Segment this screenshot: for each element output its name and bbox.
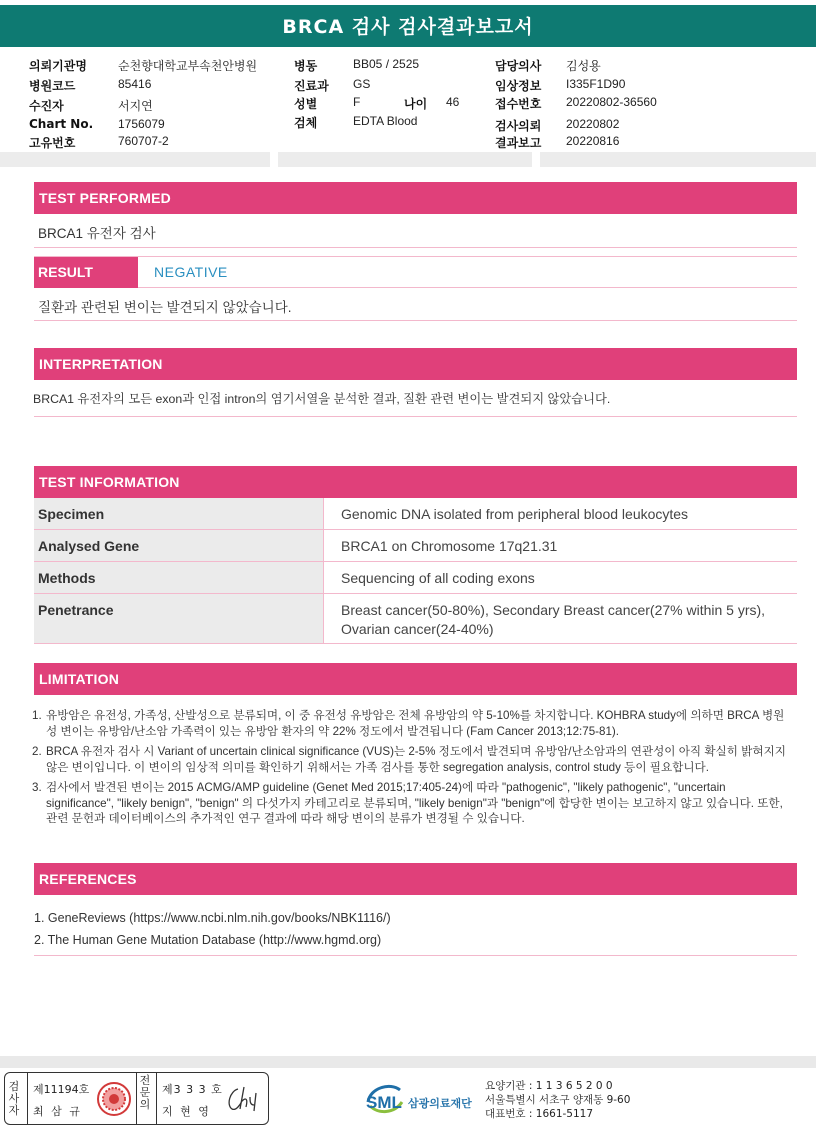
reference-item: 2. The Human Gene Mutation Database (http://www.hgmd.org) bbox=[34, 933, 382, 947]
references-heading: REFERENCES bbox=[34, 863, 797, 895]
specialist-name: 지 현 영 bbox=[162, 1105, 211, 1118]
header-label: Chart No. bbox=[29, 117, 94, 131]
info-key: Penetrance bbox=[34, 594, 323, 643]
org-code: 요양기관 : 1 1 3 6 5 2 0 0 bbox=[485, 1080, 613, 1092]
info-value: BRCA1 on Chromosome 17q21.31 bbox=[323, 530, 797, 561]
result-text: 질환과 관련된 변이는 발견되지 않았습니다. bbox=[38, 300, 292, 315]
list-item bbox=[32, 708, 794, 739]
header-label: 고유번호 bbox=[29, 136, 76, 150]
patient-header bbox=[0, 55, 816, 151]
info-value: Sequencing of all coding exons bbox=[323, 562, 797, 593]
header-label: 결과보고 bbox=[495, 136, 542, 150]
sml-logo-icon bbox=[364, 1078, 484, 1120]
header-label: 접수번호 bbox=[495, 97, 542, 111]
header-label: 담당의사 bbox=[495, 59, 542, 73]
report-title: BRCA 검사 검사결과보고서 bbox=[0, 5, 816, 47]
org-name: 삼광의료재단 bbox=[408, 1097, 472, 1110]
interpretation-text: BRCA1 유전자의 모든 exon과 인접 intron의 염기서열을 분석한 결과, 질환 관련 변이는 발견되지 않았습니다. bbox=[33, 392, 611, 406]
header-label: 나이 bbox=[404, 97, 428, 111]
header-value: I335F1D90 bbox=[566, 77, 626, 91]
divider bbox=[34, 320, 797, 321]
item-text: BRCA 유전자 검사 시 Variant of uncertain clinical significance (VUS)는 2-5% 정도에서 발견되며 유방암/난소암과의 연관성이 아직 확실히 밝혀지지 않은 변이입니다. 이 변이의 임상적 의미를 확인하기 위해서는 가족 검사를 통한 segregation analysis, control study 등이 필요합니다. bbox=[46, 745, 786, 774]
header-value: 20220816 bbox=[566, 134, 620, 148]
references-list bbox=[34, 907, 796, 951]
header-label: 병원코드 bbox=[29, 79, 76, 93]
org-phone: 대표번호 : 1661-5117 bbox=[485, 1108, 594, 1120]
test-performed-heading: TEST PERFORMED bbox=[34, 182, 797, 214]
header-label: 진료과 bbox=[294, 79, 329, 93]
info-key: Specimen bbox=[34, 498, 323, 529]
header-value: F bbox=[353, 95, 361, 109]
seal-stamp-icon bbox=[96, 1081, 132, 1117]
info-key: Methods bbox=[34, 562, 323, 593]
list-item bbox=[32, 780, 794, 827]
examiner-label: 검사자 bbox=[8, 1080, 20, 1117]
header-label: 성별 bbox=[294, 97, 318, 111]
specialist-license: 제3 3 3 호 bbox=[162, 1083, 223, 1096]
table-row bbox=[34, 562, 797, 594]
header-label: 수진자 bbox=[29, 99, 64, 113]
signature-box bbox=[4, 1072, 269, 1125]
header-value: 20220802-36560 bbox=[566, 95, 657, 109]
header-value: 김성용 bbox=[566, 59, 601, 73]
info-value: Genomic DNA isolated from peripheral blood leukocytes bbox=[323, 498, 797, 529]
footer-divider bbox=[0, 1056, 816, 1068]
item-number: 1. bbox=[32, 709, 42, 722]
header-value: 46 bbox=[446, 95, 460, 109]
examiner-license: 제11194호 bbox=[33, 1083, 90, 1096]
header-value: 760707-2 bbox=[118, 134, 169, 148]
header-divider bbox=[0, 152, 816, 167]
divider bbox=[34, 955, 797, 956]
result-label: RESULT bbox=[34, 257, 138, 288]
header-value: 순천향대학교부속천안병원 bbox=[118, 59, 258, 73]
header-value: EDTA Blood bbox=[353, 114, 418, 128]
limitation-list bbox=[32, 708, 794, 832]
organization-info bbox=[485, 1079, 630, 1121]
item-number: 3. bbox=[32, 781, 42, 794]
header-value: 서지연 bbox=[118, 99, 153, 113]
item-text: 유방암은 유전성, 가족성, 산발성으로 분류되며, 이 중 유전성 유방암은 전체 유방암의 약 5-10%를 차지합니다. KOHBRA study에 의하면 BRCA 병원성 변이는 유방암/난소암 가족력이 있는 유방암 환자의 약 22% 정도에서 발견됩니다 (Fam Cancer 2013;12:75-81). bbox=[46, 709, 785, 738]
header-label: 병동 bbox=[294, 59, 318, 73]
signature-icon bbox=[224, 1083, 264, 1115]
info-value: Breast cancer(50-80%), Secondary Breast cancer(27% within 5 yrs), Ovarian cancer(24-40%) bbox=[323, 594, 797, 643]
table-row bbox=[34, 530, 797, 562]
logo-text: SML bbox=[366, 1093, 402, 1112]
examiner-name: 최 삼 규 bbox=[33, 1105, 82, 1118]
divider bbox=[34, 247, 797, 248]
header-label: 검체 bbox=[294, 116, 318, 130]
org-address: 서울특별시 서초구 양재동 9-60 bbox=[485, 1094, 631, 1106]
specialist-label: 전문의 bbox=[139, 1074, 151, 1111]
table-row bbox=[34, 498, 797, 530]
header-label: 의뢰기관명 bbox=[29, 59, 87, 73]
test-information-table bbox=[34, 498, 797, 644]
test-information-heading: TEST INFORMATION bbox=[34, 466, 797, 498]
interpretation-heading: INTERPRETATION bbox=[34, 348, 797, 380]
limitation-heading: LIMITATION bbox=[34, 663, 797, 695]
table-row bbox=[34, 594, 797, 644]
header-value: GS bbox=[353, 77, 371, 91]
header-label: 검사의뢰 bbox=[495, 119, 542, 133]
reference-item: 1. GeneReviews (https://www.ncbi.nlm.nih.gov/books/NBK1116/) bbox=[34, 911, 391, 925]
header-value: 85416 bbox=[118, 77, 152, 91]
header-value: 20220802 bbox=[566, 117, 620, 131]
info-key: Analysed Gene bbox=[34, 530, 323, 561]
result-row bbox=[34, 256, 797, 288]
header-value: 1756079 bbox=[118, 117, 165, 131]
test-performed-text: BRCA1 유전자 검사 bbox=[38, 226, 156, 241]
item-number: 2. bbox=[32, 745, 42, 758]
divider bbox=[34, 416, 797, 417]
list-item bbox=[32, 744, 794, 775]
item-text: 검사에서 발견된 변이는 2015 ACMG/AMP guideline (Genet Med 2015;17:405-24)에 따라 "pathogenic", "likely pathogenic", "uncertain significance", "likely benign", "benign" 의 다섯가지 카테고리로 분류되며, "likely benign"과 "benign"에 합당한 변이는 보고하지 않고 있습니다. 또한, 관련 문헌과 데이터베이스의 추가적인 연구 결과에 따라 해당 변이의 분류가 변경될 수 있습니다. bbox=[46, 781, 783, 825]
header-value: BB05 / 2525 bbox=[353, 57, 420, 71]
header-label: 임상정보 bbox=[495, 79, 542, 93]
result-value: NEGATIVE bbox=[154, 264, 228, 280]
